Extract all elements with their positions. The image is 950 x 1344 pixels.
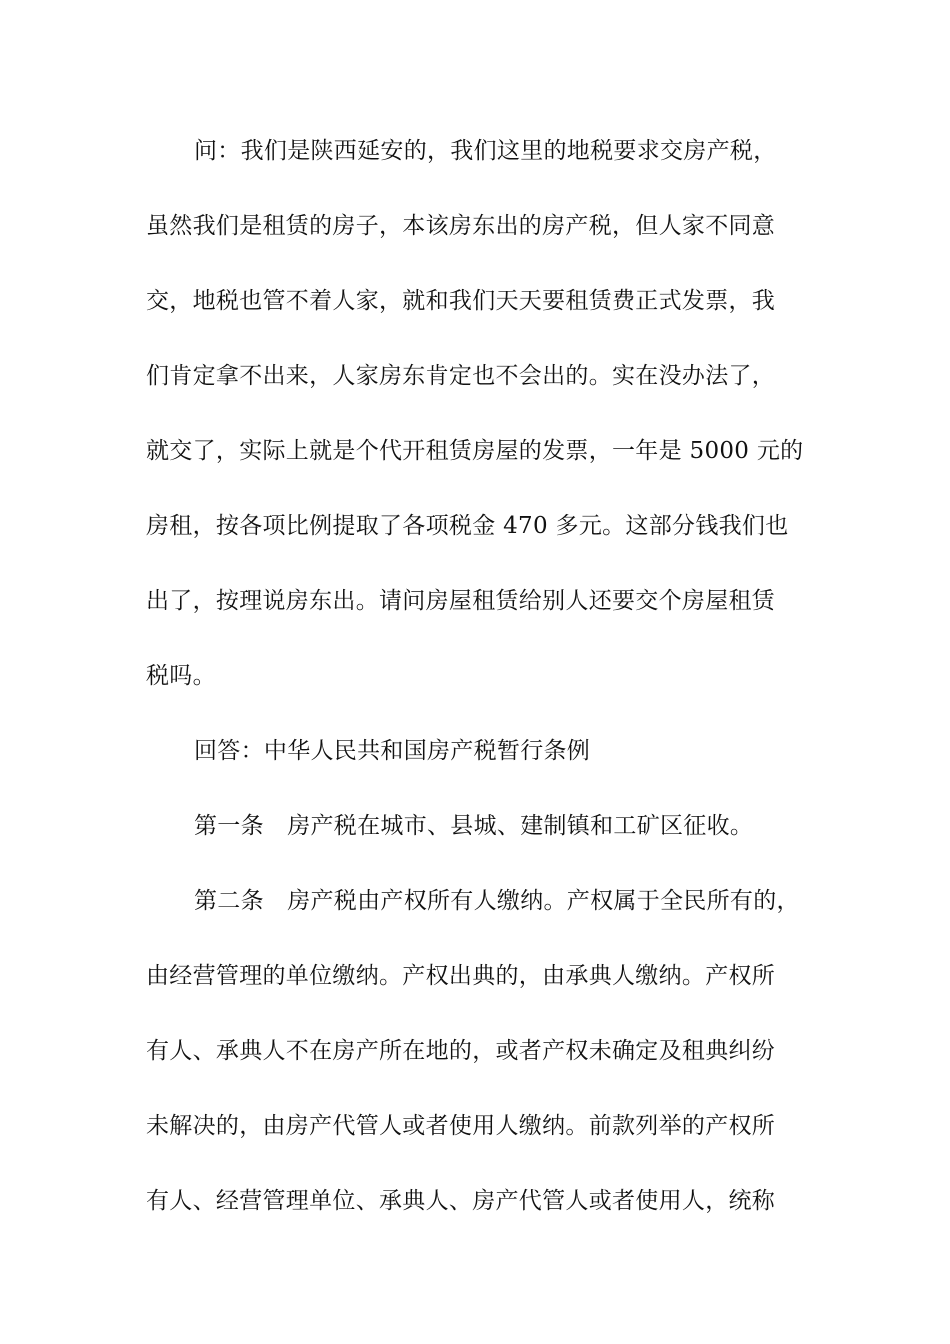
article-2-line-1: 第二条 房产税由产权所有人缴纳。产权属于全民所有的， — [194, 888, 800, 914]
question-line-5: 就交了，实际上就是个代开租赁房屋的发票，一年是 5000 元的 — [146, 438, 804, 464]
question-line-3: 交，地税也管不着人家，就和我们天天要租赁费正式发票，我 — [146, 288, 776, 314]
question-line-8: 税吗。 — [146, 663, 216, 689]
question-line-1: 问：我们是陕西延安的，我们这里的地税要求交房产税， — [194, 138, 777, 164]
article-1-line-1: 第一条 房产税在城市、县城、建制镇和工矿区征收。 — [194, 813, 754, 839]
question-line-7: 出了，按理说房东出。请问房屋租赁给别人还要交个房屋租赁 — [146, 588, 776, 614]
question-line-2: 虽然我们是租赁的房子，本该房东出的房产税，但人家不同意 — [146, 213, 776, 239]
question-line-6: 房租，按各项比例提取了各项税金 470 多元。这部分钱我们也 — [146, 513, 789, 539]
answer-heading: 回答：中华人民共和国房产税暂行条例 — [194, 738, 591, 764]
article-2-line-4: 未解决的，由房产代管人或者使用人缴纳。前款列举的产权所 — [146, 1113, 776, 1139]
question-line-4: 们肯定拿不出来，人家房东肯定也不会出的。实在没办法了， — [146, 363, 776, 389]
article-2-line-2: 由经营管理的单位缴纳。产权出典的，由承典人缴纳。产权所 — [146, 963, 776, 989]
article-2-line-5: 有人、经营管理单位、承典人、房产代管人或者使用人，统称 — [146, 1188, 776, 1214]
article-2-line-3: 有人、承典人不在房产所在地的，或者产权未确定及租典纠纷 — [146, 1038, 776, 1064]
